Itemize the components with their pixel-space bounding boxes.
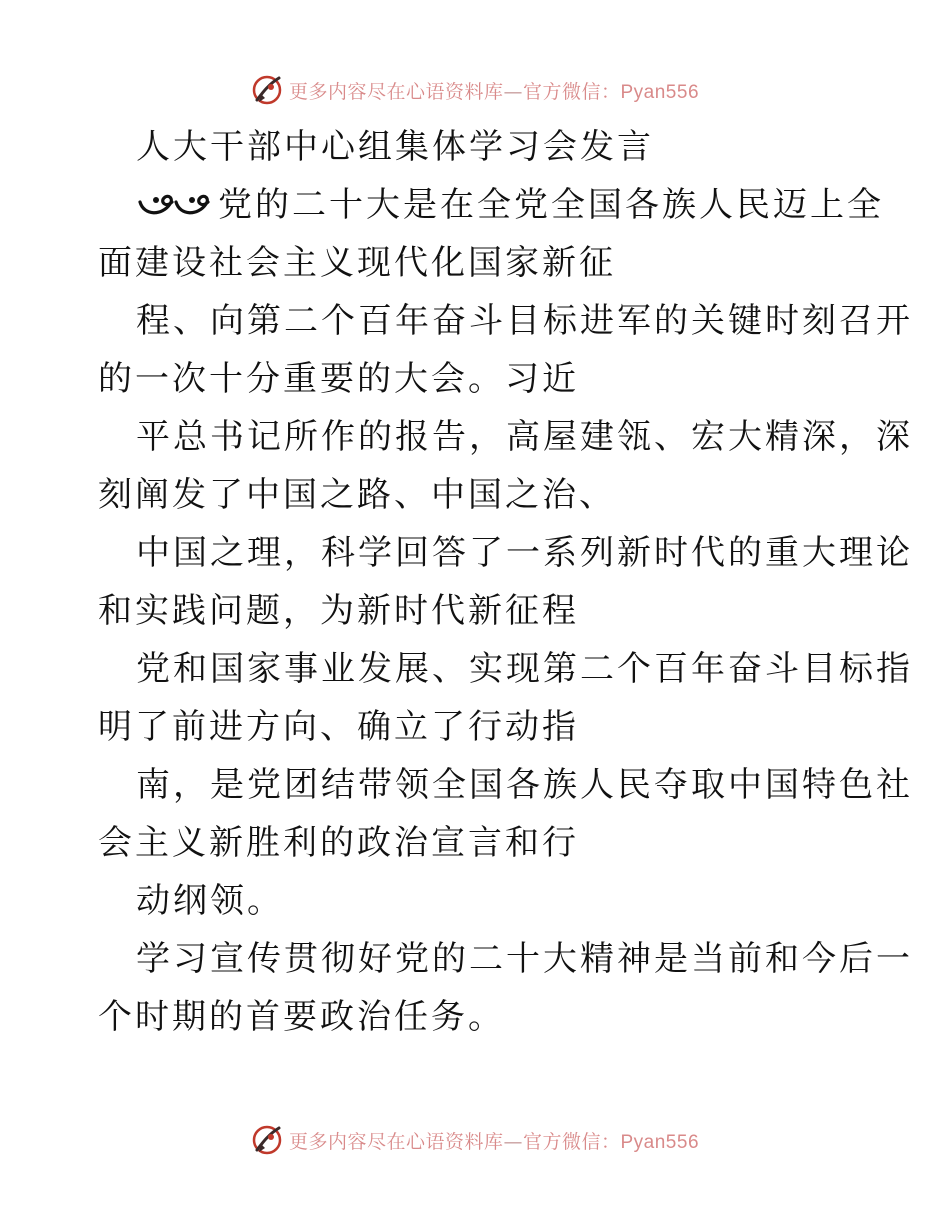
paragraph-line bbox=[98, 814, 858, 872]
text-line: 南，是党团结带领全国各族人民夺取中国特色社 bbox=[136, 765, 913, 805]
text-line: 人大干部中心组集体学习会发言 bbox=[136, 127, 654, 167]
paragraph-line bbox=[98, 524, 913, 582]
text-line: 个时期的首要政治任务。 bbox=[98, 997, 505, 1037]
paragraph-line bbox=[98, 350, 858, 408]
watermark-text bbox=[289, 1127, 699, 1154]
text-line: 的一次十分重要的大会。习近 bbox=[98, 359, 579, 399]
paragraph-line bbox=[98, 988, 858, 1046]
text-line: 程、向第二个百年奋斗目标进军的关键时刻召开 bbox=[136, 301, 913, 341]
ornament-icon bbox=[136, 190, 218, 220]
text-line: 明了前进方向、确立了行动指 bbox=[98, 707, 579, 747]
paragraph-line bbox=[98, 872, 858, 930]
watermark-wechat-label: 官方微信： bbox=[522, 80, 621, 103]
watermark-site: 更多内容尽在心语资料库 bbox=[288, 80, 504, 103]
paragraph-line bbox=[98, 408, 913, 466]
watermark-wechat-id: Pyan556 bbox=[620, 81, 700, 103]
paragraph-line bbox=[98, 466, 858, 524]
paragraph-line bbox=[98, 756, 913, 814]
text-line: 学习宣传贯彻好党的二十大精神是当前和今后一 bbox=[136, 939, 913, 979]
paragraph-line bbox=[98, 698, 858, 756]
text-line: 党和国家事业发展、实现第二个百年奋斗目标指 bbox=[136, 649, 913, 689]
text-line: 刻阐发了中国之路、中国之治、 bbox=[98, 475, 616, 515]
paragraph-line bbox=[98, 292, 913, 350]
text-line: 中国之理，科学回答了一系列新时代的重大理论 bbox=[136, 533, 913, 573]
watermark-wechat-id: Pyan556 bbox=[620, 1131, 700, 1153]
paragraph-line bbox=[98, 234, 858, 292]
document-body bbox=[98, 118, 913, 1046]
paragraph-line bbox=[98, 582, 858, 640]
paragraph-line bbox=[98, 176, 884, 234]
text-line: 会主义新胜利的政治宣言和行 bbox=[98, 823, 579, 863]
watermark-text bbox=[289, 77, 699, 104]
watermark-header bbox=[0, 70, 950, 110]
pen-logo-icon bbox=[251, 1124, 283, 1156]
paragraph-line bbox=[98, 640, 913, 698]
text-line: 和实践问题，为新时代新征程 bbox=[98, 591, 579, 631]
text-line: 党的二十大是在全党全国各族人民迈上全 bbox=[218, 185, 884, 225]
paragraph-line bbox=[98, 930, 913, 988]
document-title bbox=[98, 118, 858, 176]
watermark-site: 更多内容尽在心语资料库 bbox=[288, 1130, 504, 1153]
watermark-wechat-label: 官方微信： bbox=[522, 1130, 621, 1153]
watermark-footer bbox=[0, 1120, 950, 1160]
pen-logo-icon bbox=[251, 74, 283, 106]
watermark-dash: — bbox=[503, 1130, 523, 1153]
text-line: 动纲领。 bbox=[136, 881, 284, 921]
text-line: 平总书记所作的报告，高屋建瓴、宏大精深，深 bbox=[136, 417, 913, 457]
watermark-dash: — bbox=[503, 80, 523, 103]
text-line: 面建设社会主义现代化国家新征 bbox=[98, 243, 616, 283]
